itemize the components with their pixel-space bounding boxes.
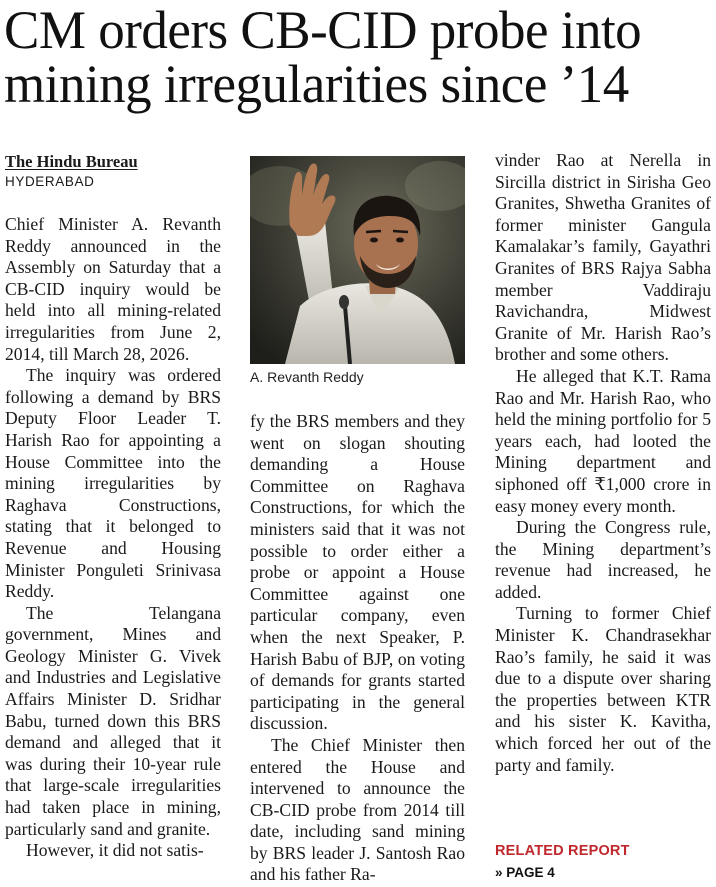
byline: The Hindu Bureau <box>5 152 138 171</box>
article-column-3 <box>495 150 711 776</box>
paragraph: Turning to former Chief Minister K. Chandrasekhar Rao’s family, he said it was due to a dispute over sharing the properties between KTR and his sister K. Kavitha, which forced her out of the party and family. <box>495 603 711 775</box>
paragraph: vinder Rao at Nerella in Sircilla district in Sirisha Geo Granites, Shwetha Granites of former minister Gangula Kamalakar’s family, Gayathri Granites of BRS Rajya Sabha member Vaddiraju Ravichandra, Midwest Granite of Mr. Harish Rao’s brother and some others. <box>495 150 711 365</box>
paragraph: The Telangana government, Mines and Geology Minister G. Vivek and Industries and Legislative Affairs Minister D. Sridhar Babu, turned down this BRS demand and alleged that it was during their 10-year rule that large-scale irregularities had taken place in mining, particularly sand and granite. <box>5 602 221 839</box>
paragraph: fy the BRS members and they went on slogan shouting demanding a House Committee on Raghava Constructions, for which the ministers said that it was not possible to order either a probe or appoint a House Committee against one particular company, even when the next Speaker, P. Harish Babu of BJP, on voting of demands for grants started participating in the general discussion. <box>250 411 465 734</box>
headline <box>4 0 712 115</box>
dateline: HYDERABAD <box>5 174 95 189</box>
article-column-2 <box>250 411 465 886</box>
related-report-label: RELATED REPORT <box>495 843 630 859</box>
paragraph: The inquiry was ordered following a demand by BRS Deputy Floor Leader T. Harish Rao for appointing a House Committee into the mining irregularities by Raghava Constructions, stating that it belonged to Revenue and Housing Minister Ponguleti Srinivasa Reddy. <box>5 365 221 602</box>
paragraph: During the Congress rule, the Mining department’s revenue had increased, he added. <box>495 517 711 602</box>
portrait-photo <box>250 156 465 364</box>
headline-line-2: mining irregularities since ’14 <box>4 55 629 115</box>
paragraph: Chief Minister A. Revanth Reddy announced in the Assembly on Saturday that a CB-CID inquiry would be held into all mining-related irregularities from June 2, 2014, till March 28, 2026. <box>5 214 221 364</box>
photo-caption: A. Revanth Reddy <box>250 369 364 385</box>
paragraph: The Chief Minister then entered the House and intervened to announce the CB-CID probe from 2014 till date, including sand mining by BRS leader J. Santosh Rao and his father Ra- <box>250 734 465 885</box>
paragraph: However, it did not satis- <box>26 840 204 861</box>
related-page-link[interactable]: » PAGE 4 <box>495 865 555 880</box>
paragraph: He alleged that K.T. Rama Rao and Mr. Harish Rao, who held the mining portfolio for 5 years each, had looted the Mining department and siphoned off ₹1,000 crore in easy money every month. <box>495 365 711 516</box>
article-column-1 <box>5 150 221 862</box>
headline-line-1: CM orders CB-CID probe into <box>4 1 642 61</box>
